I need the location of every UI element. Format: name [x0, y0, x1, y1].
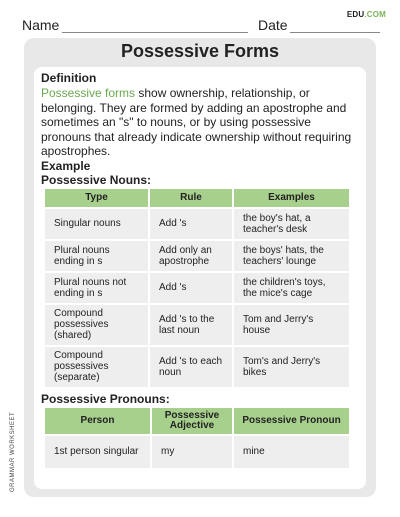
table-cell: Tom and Jerry's house: [234, 305, 349, 345]
definition-text: [41, 86, 359, 159]
table-row: [45, 347, 349, 387]
table-cell: Singular nouns: [45, 209, 148, 239]
table-row: [45, 273, 349, 303]
table-cell: Plural nouns ending in s: [45, 241, 148, 271]
table-row: [45, 436, 349, 468]
possessive-nouns-heading: Possessive Nouns:: [41, 172, 152, 187]
table-cell: the boy's hat, a teacher's desk: [234, 209, 349, 239]
example-heading: Example: [41, 158, 91, 173]
table-cell: Add only an apostrophe: [150, 241, 232, 271]
table-cell: the boys' hats, the teachers' lounge: [234, 241, 349, 271]
table-cell: Add 's: [150, 209, 232, 239]
table-cell: my: [152, 436, 232, 468]
worksheet-type-label: GRAMMAR WORKSHEET: [10, 411, 16, 492]
title-bar: [24, 38, 376, 65]
table-cell: mine: [234, 436, 349, 468]
page-title: Possessive Forms: [120, 41, 280, 61]
possessive-pronouns-table: [43, 406, 351, 470]
table-cell: Compound possessives (shared): [45, 305, 148, 345]
table-cell: the children's toys, the mice's cage: [234, 273, 349, 303]
column-header: Person: [45, 408, 150, 434]
table-cell: Add 's to each noun: [150, 347, 232, 387]
definition-heading: Definition: [41, 71, 97, 85]
table-cell: Add 's to the last noun: [150, 305, 232, 345]
content-card: [34, 67, 366, 489]
column-header: Possessive Pronoun: [234, 408, 349, 434]
table-cell: Plural nouns not ending in s: [45, 273, 148, 303]
possessive-nouns-table: [43, 187, 351, 389]
column-header: Rule: [150, 189, 232, 207]
column-header: Type: [45, 189, 148, 207]
worksheet-header: [0, 10, 400, 36]
brand-logo: EDU.COM: [346, 10, 386, 19]
table-header-row: [45, 189, 349, 207]
column-header: Examples: [234, 189, 349, 207]
table-row: [45, 209, 349, 239]
definition-term: Possessive forms: [41, 86, 136, 100]
worksheet-panel: [24, 38, 376, 497]
name-field-line: [62, 32, 248, 33]
date-field-line: [290, 32, 380, 33]
table-header-row: [45, 408, 349, 434]
table-row: [45, 241, 349, 271]
possessive-pronouns-heading: Possessive Pronouns:: [41, 391, 170, 406]
definition-body: show ownership, relationship, or belonging. They are formed by adding an apostrophe and sometimes an "s" to nouns, or by using possessive pronouns that already indicate ownership without requiring apostrophes.: [41, 86, 352, 158]
table-row: [45, 305, 349, 345]
table-cell: Add 's: [150, 273, 232, 303]
table-cell: Compound possessives (separate): [45, 347, 148, 387]
table-cell: Tom's and Jerry's bikes: [234, 347, 349, 387]
date-label: Date: [258, 17, 288, 33]
table-cell: 1st person singular: [45, 436, 150, 468]
name-label: Name: [22, 17, 60, 33]
column-header: Possessive Adjective: [152, 408, 232, 434]
